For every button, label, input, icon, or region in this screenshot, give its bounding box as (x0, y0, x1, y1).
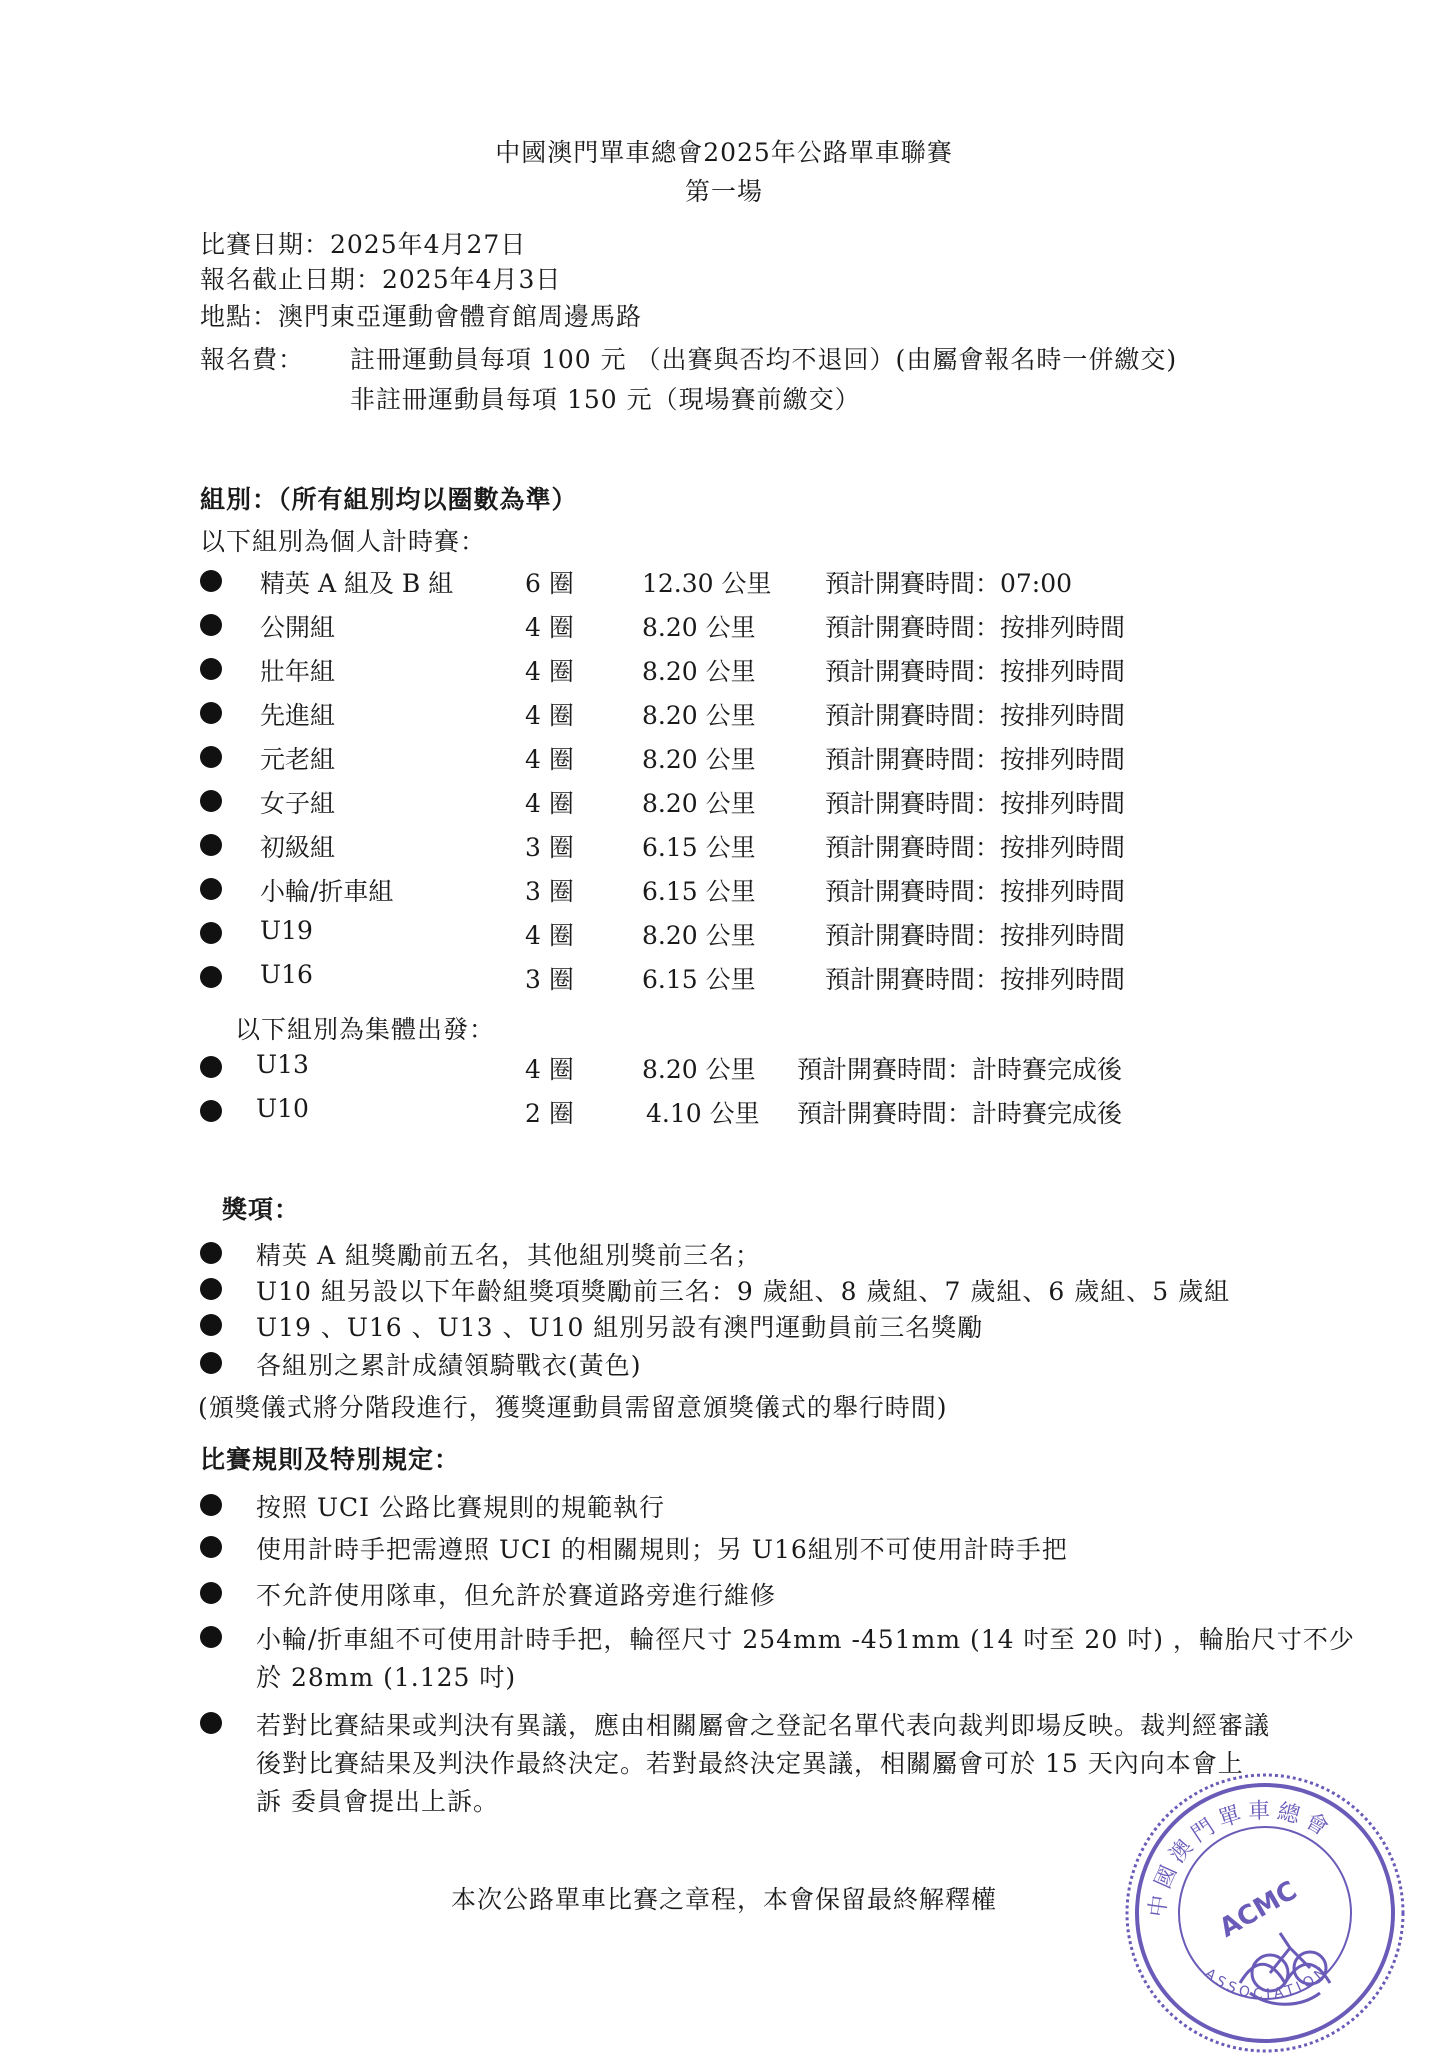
tt-intro: 以下組別為個人計時賽： (200, 527, 487, 556)
rule-text: 按照 UCI 公路比賽規則的規範執行 (256, 1493, 665, 1522)
group-name: 公開組 (260, 613, 336, 642)
group-name: 女子組 (260, 789, 336, 818)
document-subtitle: 第一場 (684, 177, 763, 206)
rule-text-continued: 後對比賽結果及判決作最終決定。若對最終決定異議，相關屬會可於 15 天內向本會上 (256, 1749, 1244, 1778)
bullet-icon (200, 834, 222, 856)
group-laps: 4 圈 (525, 789, 574, 818)
bullet-icon (200, 1278, 222, 1300)
group-name: 先進組 (260, 701, 336, 730)
group-start-time: 預計開賽時間：計時賽完成後 (797, 1099, 1123, 1128)
group-name: 小輪/折車組 (260, 877, 394, 906)
registration-deadline: 報名截止日期：2025年4月3日 (200, 265, 562, 294)
group-start-time: 預計開賽時間：按排列時間 (825, 745, 1126, 774)
group-name: U19 (260, 916, 313, 945)
rule-text-continued: 於 28mm (1.125 吋) (256, 1663, 517, 1692)
group-distance: 6.15 公里 (642, 965, 756, 994)
group-start-time: 預計開賽時間：按排列時間 (825, 657, 1126, 686)
bullet-icon (200, 1100, 222, 1122)
group-start-time: 預計開賽時間：計時賽完成後 (797, 1055, 1123, 1084)
group-laps: 6 圈 (525, 569, 574, 598)
award-ceremony-note: (頒獎儀式將分階段進行，獲獎運動員需留意頒獎儀式的舉行時間) (198, 1393, 948, 1422)
group-start-time: 預計開賽時間：按排列時間 (825, 877, 1126, 906)
fee-label: 報名費： (200, 345, 305, 374)
award-text: U10 組另設以下年齡組獎項獎勵前三名：9 歲組、8 歲組、7 歲組、6 歲組、5 歲組 (256, 1277, 1231, 1306)
bullet-icon (200, 614, 222, 636)
seal-top-text: 中國澳門單車總會 (1145, 1798, 1338, 1919)
group-laps: 4 圈 (525, 921, 574, 950)
group-name: U10 (256, 1094, 309, 1123)
bullet-icon (200, 702, 222, 724)
group-start-time: 預計開賽時間：按排列時間 (825, 921, 1126, 950)
group-laps: 3 圈 (525, 877, 574, 906)
rule-text: 小輪/折車組不可使用計時手把，輪徑尺寸 254mm -451mm (14 吋至 20 吋) ，輪胎尺寸不少 (256, 1625, 1355, 1654)
bullet-icon (200, 1314, 222, 1336)
group-distance: 8.20 公里 (642, 657, 756, 686)
award-text: 精英 A 組獎勵前五名，其他組別獎前三名； (256, 1241, 761, 1270)
group-distance: 8.20 公里 (642, 701, 756, 730)
bullet-icon (200, 878, 222, 900)
group-laps: 4 圈 (525, 701, 574, 730)
award-text: U19 、U16 、U13 、U10 組別另設有澳門運動員前三名獎勵 (256, 1313, 984, 1342)
bullet-icon (200, 1352, 222, 1374)
group-start-time: 預計開賽時間：按排列時間 (825, 789, 1126, 818)
race-date: 比賽日期：2025年4月27日 (200, 230, 527, 259)
group-name: U16 (260, 960, 313, 989)
group-laps: 2 圈 (525, 1099, 574, 1128)
group-distance: 6.15 公里 (642, 877, 756, 906)
rule-text: 不允許使用隊車，但允許於賽道路旁進行維修 (256, 1581, 777, 1610)
rule-text: 若對比賽結果或判決有異議，應由相關屬會之登記名單代表向裁判即場反映。裁判經審議 (256, 1711, 1271, 1740)
awards-heading: 獎項： (222, 1195, 301, 1224)
group-start-time: 預計開賽時間：按排列時間 (825, 613, 1126, 642)
group-distance: 8.20 公里 (642, 789, 756, 818)
document-title: 中國澳門單車總會2025年公路單車聯賽 (495, 138, 953, 167)
bullet-icon (200, 1494, 222, 1516)
bullet-icon (200, 790, 222, 812)
bullet-icon (200, 1626, 222, 1648)
group-distance: 8.20 公里 (642, 745, 756, 774)
rules-heading: 比賽規則及特別規定： (200, 1445, 461, 1474)
group-laps: 4 圈 (525, 1055, 574, 1084)
fee-unregistered: 非註冊運動員每項 150 元（現場賽前繳交） (350, 385, 861, 414)
group-distance: 8.20 公里 (642, 921, 756, 950)
group-name: 壯年組 (260, 657, 336, 686)
seal-abbrev: ACMC (1214, 1875, 1303, 1944)
bullet-icon (200, 658, 222, 680)
bullet-icon (200, 1712, 222, 1734)
bullet-icon (200, 746, 222, 768)
footer-statement: 本次公路單車比賽之章程，本會保留最終解釋權 (450, 1885, 997, 1914)
group-distance: 8.20 公里 (642, 1055, 756, 1084)
award-text: 各組別之累計成績領騎戰衣(黃色) (256, 1351, 642, 1380)
group-start-time: 預計開賽時間：按排列時間 (825, 701, 1126, 730)
rule-text: 使用計時手把需遵照 UCI 的相關規則；另 U16組別不可使用計時手把 (256, 1535, 1068, 1564)
group-name: 精英 A 組及 B 組 (260, 569, 454, 598)
group-distance: 12.30 公里 (642, 569, 772, 598)
group-start-time: 預計開賽時間：按排列時間 (825, 833, 1126, 862)
bullet-icon (200, 1056, 222, 1078)
bullet-icon (200, 1242, 222, 1264)
group-start-time: 預計開賽時間：按排列時間 (825, 965, 1126, 994)
bullet-icon (200, 1536, 222, 1558)
bullet-icon (200, 966, 222, 988)
association-seal-icon (1120, 1768, 1410, 2058)
group-laps: 3 圈 (525, 965, 574, 994)
group-name: 初級組 (260, 833, 336, 862)
group-distance: 4.10 公里 (646, 1099, 760, 1128)
group-name: U13 (256, 1050, 309, 1079)
group-distance: 6.15 公里 (642, 833, 756, 862)
rule-text-continued: 訴 委員會提出上訴。 (256, 1787, 499, 1816)
venue: 地點：澳門東亞運動會體育館周邊馬路 (200, 302, 643, 331)
group-laps: 4 圈 (525, 613, 574, 642)
bullet-icon (200, 922, 222, 944)
group-distance: 8.20 公里 (642, 613, 756, 642)
bullet-icon (200, 570, 222, 592)
group-laps: 3 圈 (525, 833, 574, 862)
group-name: 元老組 (260, 745, 336, 774)
seal-bottom-text: ASSOCIATION (1201, 1962, 1333, 2003)
mass-start-intro: 以下組別為集體出發： (235, 1015, 496, 1044)
group-laps: 4 圈 (525, 745, 574, 774)
fee-registered: 註冊運動員每項 100 元 （出賽與否均不退回）(由屬會報名時一併繳交) (350, 345, 1178, 374)
group-laps: 4 圈 (525, 657, 574, 686)
groups-heading: 組別：（所有組別均以圈數為準） (200, 485, 578, 514)
group-start-time: 預計開賽時間：07:00 (825, 569, 1073, 598)
bullet-icon (200, 1582, 222, 1604)
